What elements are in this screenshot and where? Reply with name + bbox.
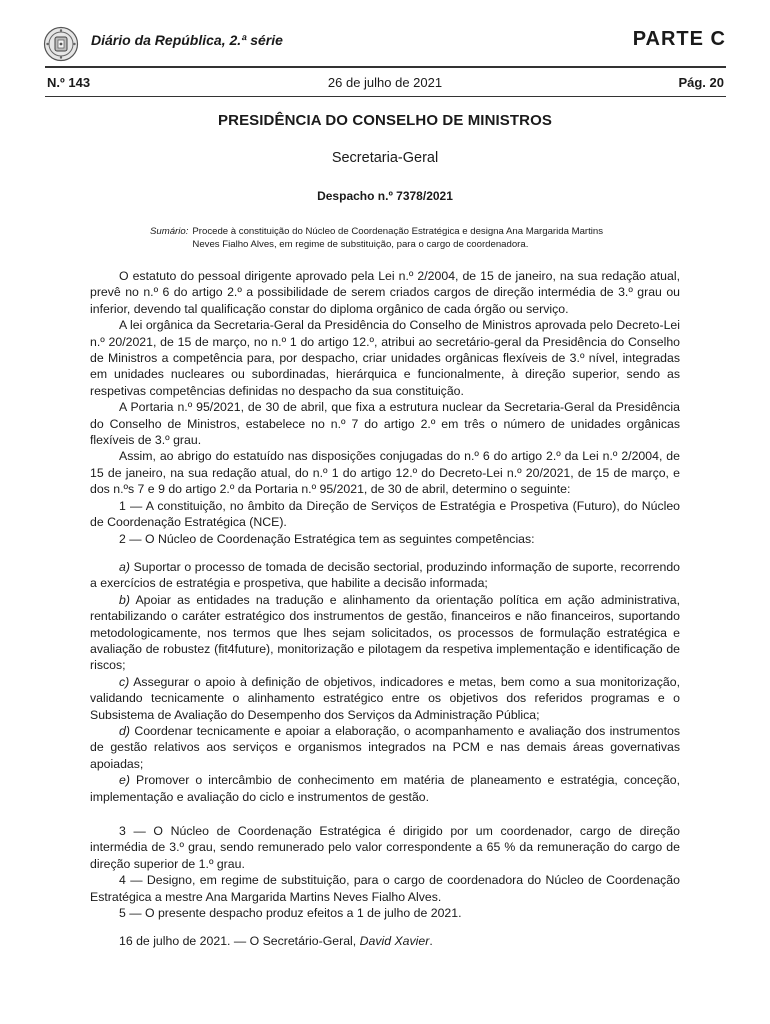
coat-of-arms-icon — [43, 26, 79, 62]
paragraph: Assim, ao abrigo do estatuído nas disposições conjugadas do n.º 6 do artigo 2.º da Lei n.º 2/2004, de 15 de janeiro, na sua redação atual, do n.º 1 do artigo 12.º do Decreto-Lei n.º 20/2021, de 15 de março, e dos n.ºs 7 e 9 do artigo 2.º da Portaria n.º 95/2021, de 30 de abril, determino o seguinte: — [90, 449, 680, 497]
list-item-letter: c) — [119, 674, 130, 689]
paragraph: 4 — Designo, em regime de substituição, para o cargo de coordenadora do Núcleo de Coordenação Estratégica a mestre Ana Margarida Martins Neves Fialho Alves. — [90, 873, 680, 904]
list-item-text: Suportar o processo de tomada de decisão sectorial, produzindo informação de suporte, recorrendo a exercícios de estratégia e prospetiva, que habilite a decisão informada; — [90, 559, 680, 591]
paragraph: O estatuto do pessoal dirigente aprovado pela Lei n.º 2/2004, de 15 de janeiro, na sua redação atual, prevê no n.º 6 do artigo 2.º a possibilidade de serem criados cargos de direção intermédia de 3.º grau ou inferior, devendo tal qualificação constar do diploma orgânico de cada órgão ou serviço. — [90, 269, 680, 316]
journal-title: Diário da República, 2.ª série — [91, 32, 283, 48]
page-number: Pág. 20 — [678, 75, 724, 90]
summary-text: Procede à constituição do Núcleo de Coordenação Estratégica e designa Ana Margarida Martins Neves Fialho Alves, em regime de substituição, para o cargo de coordenadora. — [192, 226, 604, 250]
list-item-text: Promover o intercâmbio de conhecimento em matéria de planeamento e estratégia, conceção, implementação e avaliação do ciclo e instrumentos de gestão. — [90, 773, 680, 804]
issue-number: N.º 143 — [47, 75, 91, 90]
list-item — [90, 723, 680, 772]
list-item-text: Coordenar tecnicamente e apoiar a elaboração, o acompanhamento e avaliação dos instrumentos de gestão relativos aos serviços e organismos integrados na PCM e nas demais áreas governativas apoiadas; — [90, 723, 680, 771]
list-item-letter: b) — [119, 592, 130, 607]
list-item — [90, 592, 680, 674]
document-body — [90, 268, 680, 950]
list-item — [90, 559, 680, 592]
part-label: PARTE C — [632, 28, 726, 50]
summary — [150, 225, 626, 251]
list-item-letter: d) — [119, 723, 130, 738]
sub-organization-title: Secretaria-Geral — [331, 150, 439, 166]
list-item — [90, 772, 680, 805]
header-divider-bottom — [45, 96, 726, 97]
paragraph: 2 — O Núcleo de Coordenação Estratégica tem as seguintes competências: — [119, 531, 535, 546]
list-item-text: Apoiar as entidades na tradução e alinhamento da orientação política em ação administrativa, rentabilizando o caráter estratégico dos instrumentos de gestão, financeiros e não financeiros, suportando metodologicamente, nos termos que lhes sejam solicitados, os processos de formulação estratégica e avaliação de robustez (fit4future), monitorização e pilotagem da respetiva implementação e identificação de riscos; — [90, 592, 680, 673]
paragraph: A lei orgânica da Secretaria-Geral da Presidência do Conselho de Ministros aprovada pelo Decreto-Lei n.º 20/2021, de 15 de março, no n.º 1 do artigo 12.º, atribui ao secretário-geral da Presidência do Conselho de Ministros a competência para, por despacho, criar unidades orgânicas flexíveis de 3.º nível, integradas em unidades nucleares ou subordinadas, hierárquica e funcionalmente, à direção superior, sendo as respetivas competências definidas no despacho da sua constituição. — [90, 318, 680, 398]
header-divider — [45, 66, 726, 68]
paragraph: A Portaria n.º 95/2021, de 30 de abril, que fixa a estrutura nuclear da Secretaria-Geral da Presidência do Conselho de Ministros, estabelece no n.º 7 do artigo 2.º em três o número de unidades orgânicas flexíveis de 3.º grau. — [90, 400, 680, 448]
dispatch-id: Despacho n.º 7378/2021 — [317, 189, 453, 203]
paragraph: 3 — O Núcleo de Coordenação Estratégica é dirigido por um coordenador, cargo de direção intermédia de 3.º grau, sendo remunerado pelo valor correspondente a 65 % da remuneração do cargo de direção superior de 1.º grau. — [90, 824, 680, 871]
paragraph: 1 — A constituição, no âmbito da Direção de Serviços de Estratégia e Prospetiva (Futuro), do Núcleo de Coordenação Estratégica (NCE). — [90, 498, 680, 530]
publication-date: 26 de julho de 2021 — [327, 75, 443, 90]
signature-suffix: . — [429, 934, 433, 949]
list-item-letter: a) — [119, 559, 130, 574]
list-item — [90, 674, 680, 723]
organization-title: PRESIDÊNCIA DO CONSELHO DE MINISTROS — [218, 112, 552, 129]
list-item-letter: e) — [119, 773, 130, 788]
summary-label: Sumário: — [150, 226, 189, 237]
signatory-name: David Xavier — [359, 934, 430, 949]
signature-prefix: 16 de julho de 2021. — O Secretário-Geral, — [119, 934, 360, 949]
paragraph: 5 — O presente despacho produz efeitos a 1 de julho de 2021. — [119, 906, 462, 921]
list-item-text: Assegurar o apoio à definição de objetivos, indicadores e metas, bem como a sua monitorização, validando tecnicamente o alinhamento estratégico entre os objetivos dos referidos programas e o Subsistema de Avaliação do Desempenho dos Serviços da Administração Pública; — [90, 674, 680, 722]
signature-line — [90, 933, 680, 949]
